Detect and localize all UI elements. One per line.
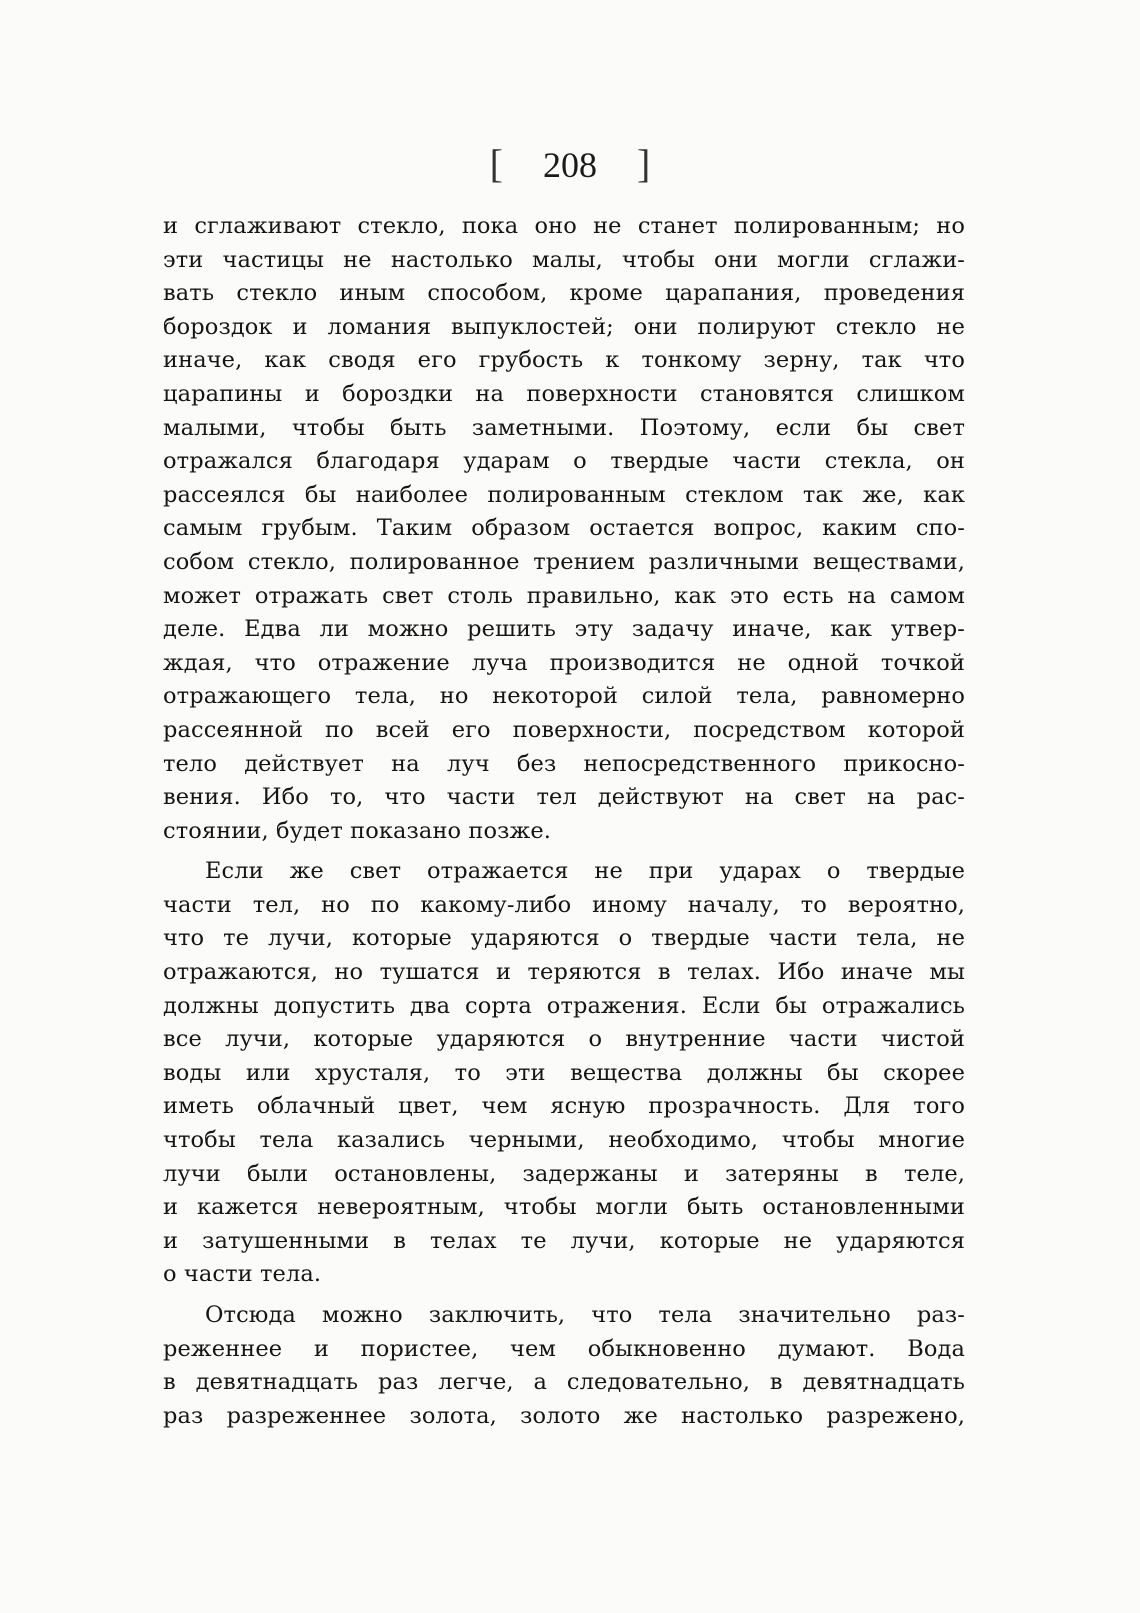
text-line: и сглаживают стекло, пока оно не станет полированным; но <box>163 213 965 239</box>
text-line: части тел, но по какому-либо иному началу, то вероятно, <box>163 891 965 918</box>
text-line: отражался благодаря ударам о твердые части стекла, он <box>163 448 965 475</box>
text-line: воды или хрусталя, то эти вещества должны бы скорее <box>163 1059 965 1086</box>
text-line: стоянии, будет показано позже. <box>163 817 552 844</box>
paragraph <box>163 855 965 1292</box>
text-line: собом стекло, полированное трением различными веществами, <box>163 548 965 575</box>
text-line: отражающего тела, но некоторой силой тела, равномерно <box>163 683 965 710</box>
text-line: реженнее и пористее, чем обыкновенно думают. Вода <box>163 1335 965 1362</box>
text-line: царапины и бороздки на поверхности становятся слишком <box>163 380 965 407</box>
text-line: рассеянной по всей его поверхности, посредством которой <box>163 716 965 743</box>
paragraph <box>163 210 965 848</box>
text-line: иначе, как сводя его грубость к тонкому зерну, так что <box>163 347 965 374</box>
text-line: тело действует на луч без непосредственного прикосно- <box>163 750 965 777</box>
text-line: ждая, что отражение луча производится не одной точкой <box>163 649 965 676</box>
text-line: иметь облачный цвет, чем ясную прозрачность. Для того <box>163 1093 965 1120</box>
body-text <box>163 210 965 1433</box>
text-line: бороздок и ломания выпуклостей; они полируют стекло не <box>163 313 965 340</box>
text-line: может отражать свет столь правильно, как это есть на самом <box>163 582 965 609</box>
text-line: Отсюда можно заключить, что тела значительно раз- <box>205 1302 965 1328</box>
text-line: эти частицы не настолько малы, чтобы они могли сглажи- <box>163 246 965 273</box>
page-header <box>0 140 1140 189</box>
paragraph-gap <box>163 1292 965 1299</box>
text-line: Если же свет отражается не при ударах о твердые <box>205 858 965 885</box>
text-line: лучи были остановлены, задержаны и затеряны в теле, <box>163 1160 965 1187</box>
text-line: вения. Ибо то, что части тел действуют на свет на рас- <box>163 784 965 811</box>
paragraph-gap <box>163 848 965 855</box>
bracket-close: ] <box>637 141 651 186</box>
text-line: и кажется невероятным, чтобы могли быть остановленными <box>163 1194 965 1221</box>
bracket-open: [ <box>489 141 503 186</box>
text-line: малыми, чтобы быть заметными. Поэтому, если бы свет <box>163 414 965 441</box>
text-line: рассеялся бы наиболее полированным стеклом так же, как <box>163 481 965 508</box>
text-line: что те лучи, которые ударяются о твердые части тела, не <box>163 925 965 952</box>
text-line: самым грубым. Таким образом остается вопрос, каким спо- <box>163 515 965 542</box>
text-line: должны допустить два сорта отражения. Если бы отражались <box>163 992 965 1019</box>
text-line: деле. Едва ли можно решить эту задачу иначе, как утвер- <box>163 616 965 643</box>
text-line: о части тела. <box>163 1261 322 1288</box>
paragraph <box>163 1299 965 1433</box>
text-line: отражаются, но тушатся и теряются в телах. Ибо иначе мы <box>163 959 965 986</box>
text-line: все лучи, которые ударяются о внутренние части чистой <box>163 1026 965 1053</box>
page-number: 208 <box>543 145 597 185</box>
text-line: в девятнадцать раз легче, а следовательно, в девятнадцать <box>163 1369 965 1396</box>
text-line: чтобы тела казались черными, необходимо, чтобы многие <box>163 1127 965 1154</box>
text-line: вать стекло иным способом, кроме царапания, проведения <box>163 280 965 307</box>
text-line: и затушенными в телах те лучи, которые не ударяются <box>163 1227 965 1254</box>
text-line: раз разреженнее золота, золото же настолько разрежено, <box>163 1402 965 1429</box>
